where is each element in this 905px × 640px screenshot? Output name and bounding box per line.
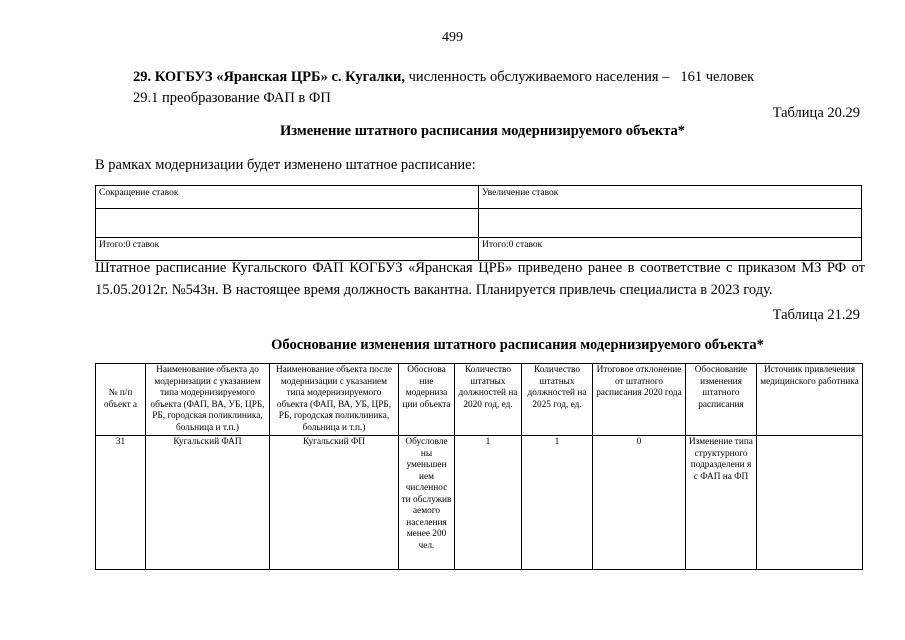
section-heading — [133, 69, 754, 86]
header-cell: Обоснова ние модерниза ции объекта — [399, 364, 455, 436]
table2-label: Таблица 21.29 — [772, 307, 860, 323]
table1-intro: В рамках модернизации будет изменено штатное расписание: — [95, 157, 476, 173]
header-cell: Наименование объекта после модернизации с указанием типа модернизируемого объекта (ФАП, ВА, УБ, ЦРБ, РБ, городская поликлиника, больница и т.п.) — [270, 364, 399, 436]
header-cell: Количество штатных должностей на 2020 год, ед. — [455, 364, 522, 436]
header-cell: Источник привлечения медицинского работника — [757, 364, 863, 436]
table-cell: Кугальский ФП — [270, 436, 399, 570]
header-cell: Итоговое отклонение от штатного расписания 2020 года — [593, 364, 686, 436]
header-cell: Обоснование изменения штатного расписания — [686, 364, 757, 436]
table-cell — [757, 436, 863, 570]
table-cell: Кугальский ФАП — [146, 436, 270, 570]
justification-table — [95, 363, 863, 570]
table1-label: Таблица 20.29 — [772, 105, 860, 121]
table-row — [96, 436, 863, 570]
table-cell: 1 — [455, 436, 522, 570]
population-value: 161 человек — [680, 69, 755, 85]
table-cell: Изменение типа структурного подразделени я с ФАП на ФП — [686, 436, 757, 570]
increase-total: Итого:0 ставок — [479, 238, 862, 261]
staffing-change-table — [95, 185, 862, 261]
subsection-heading: 29.1 преобразование ФАП в ФП — [133, 90, 331, 106]
page-number: 499 — [442, 30, 463, 45]
table1-title: Изменение штатного расписания модернизируемого объекта* — [279, 123, 686, 139]
table-cell: Обусловле ны уменьшен ием численнос ти обслужив аемого населения менее 200 чел. — [399, 436, 455, 570]
staffing-paragraph: Штатное расписание Кугальского ФАП КОГБУЗ «Яранская ЦРБ» приведено ранее в соответствие с приказом МЗ РФ от 15.05.2012г. №543н. В настоящее время должность вакантна. Планируется привлечь специалиста в 2023 году. — [95, 260, 865, 298]
header-cell: Количество штатных должностей на 2025 год, ед. — [522, 364, 593, 436]
table-cell: 31 — [96, 436, 146, 570]
header-cell: Наименование объекта до модернизации с указанием типа модернизируемого объекта (ФАП, ВА, УБ, ЦРБ, РБ, городская поликлиника, больница и т.п.) — [146, 364, 270, 436]
table-cell: 1 — [522, 436, 593, 570]
reduction-header: Сокращение ставок — [96, 186, 479, 209]
section-heading-text: численность обслуживаемого населения – — [408, 69, 670, 85]
table-header-row — [96, 364, 863, 436]
section-heading-bold: 29. КОГБУЗ «Яранская ЦРБ» с. Кугалки, — [133, 69, 406, 85]
table-cell: 0 — [593, 436, 686, 570]
reduction-cell — [96, 209, 479, 238]
increase-cell — [479, 209, 862, 238]
increase-header: Увеличение ставок — [479, 186, 862, 209]
reduction-total: Итого:0 ставок — [96, 238, 479, 261]
header-cell: № п/п объект а — [96, 364, 146, 436]
table2-title: Обоснование изменения штатного расписания модернизируемого объекта* — [271, 337, 764, 353]
